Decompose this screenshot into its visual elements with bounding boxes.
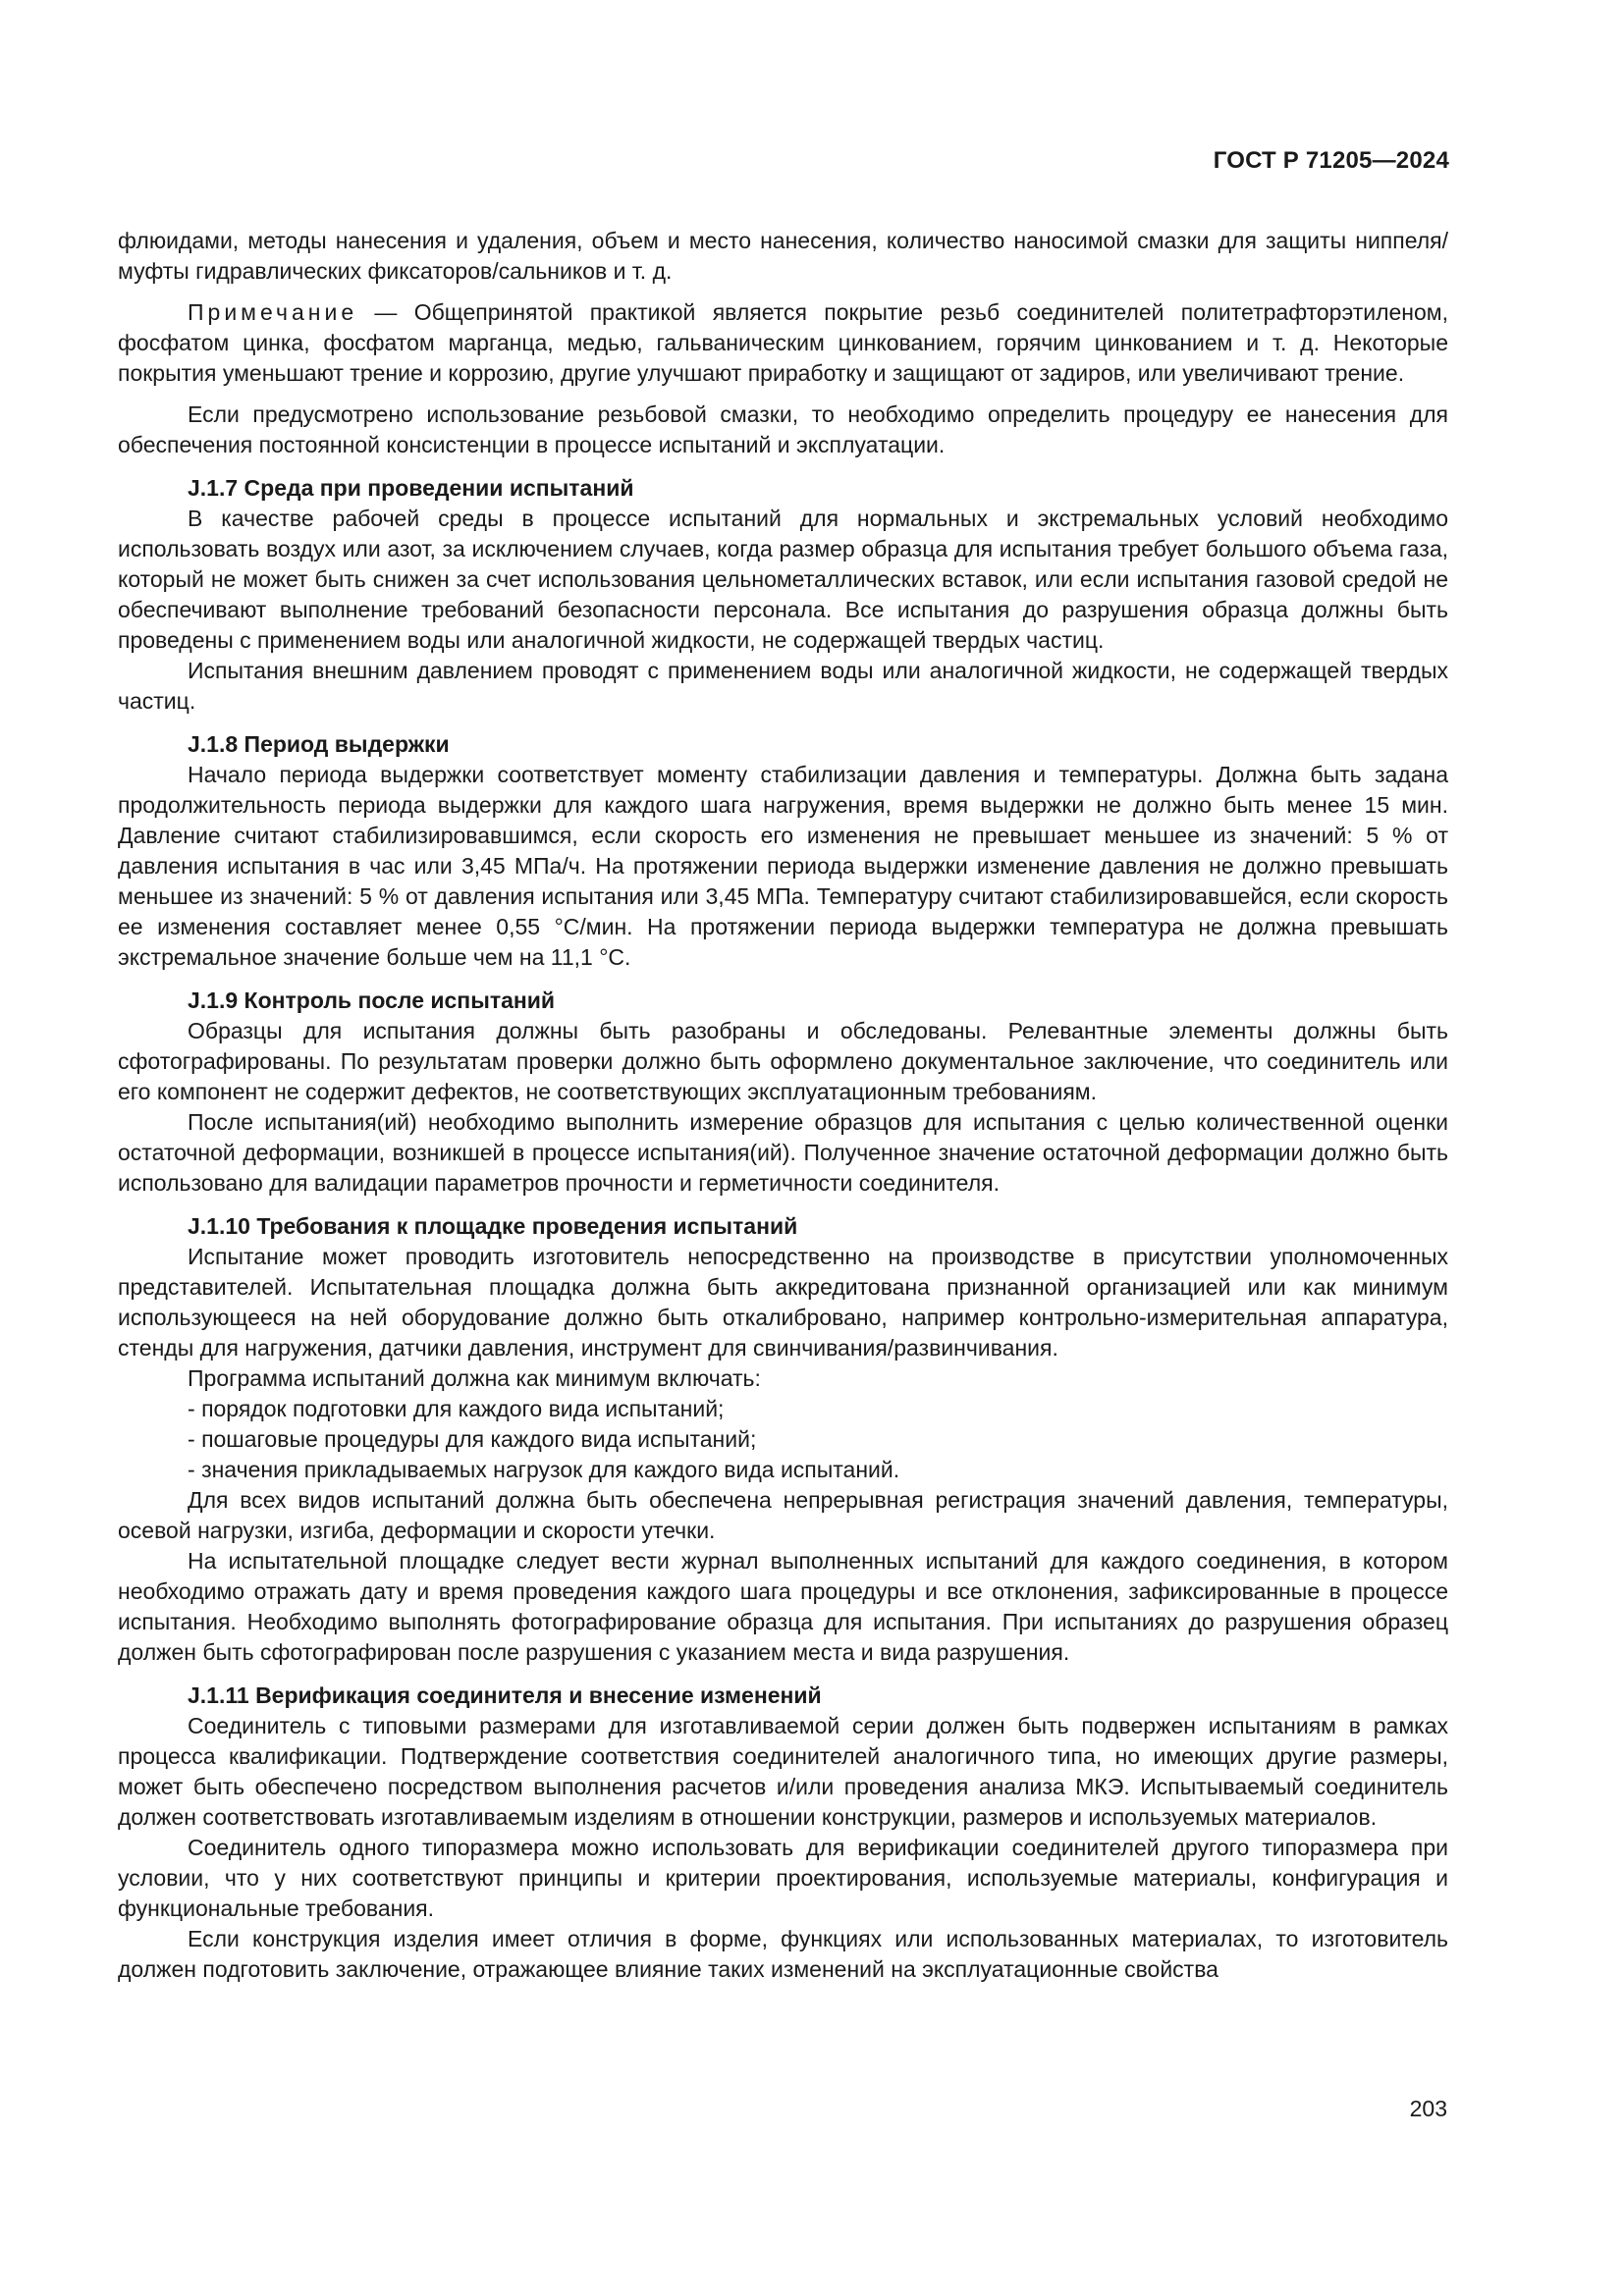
document-body xyxy=(118,226,1448,1985)
paragraph: Для всех видов испытаний должна быть обеспечена непрерывная регистрация значений давления, температуры, осевой нагрузки, изгиба, деформации и скорости утечки. xyxy=(118,1487,1448,1543)
paragraph: Если конструкция изделия имеет отличия в форме, функциях или использованных материалах, то изготовитель должен подготовить заключение, отражающее влияние таких изменений на эксплуатационные свойства xyxy=(118,1926,1448,1982)
paragraph: После испытания(ий) необходимо выполнить измерение образцов для испытания с целью количественной оценки остаточной деформации, возникшей в процессе испытания(ий). Полученное значение остаточной деформации должно быть использовано для валидации параметров прочности и герметичности соединителя. xyxy=(118,1109,1448,1196)
paragraph: Соединитель с типовыми размерами для изготавливаемой серии должен быть подвержен испытаниям в рамках процесса квалификации. Подтверждение соответствия соединителей аналогичного типа, но имеющих другие размеры, может быть обеспечено посредством выполнения расчетов и/или проведения анализа МКЭ. Испытываемый соединитель должен соответствовать изготавливаемым изделиям в отношении конструкции, размеров и используемых материалов. xyxy=(118,1713,1448,1830)
section-heading-j-1-8: J.1.8 Период выдержки xyxy=(188,731,450,757)
note-text: — Общепринятой практикой является покрытие резьб соединителей политетрафторэтиленом, фосфатом цинка, фосфатом марганца, медью, гальваническим цинкованием, горячим цинкованием и т. д. Некоторые покрытия уменьшают трение и коррозию, другие улучшают приработку и защищают от задиров, или увеличивают трение. xyxy=(118,299,1448,386)
test-program-list xyxy=(118,1394,1448,1485)
paragraph: Испытание может проводить изготовитель непосредственно на производстве в присутствии уполномоченных представителей. Испытательная площадка должна быть аккредитована признанной организацией или как минимум использующееся на ней оборудование должно быть откалибровано, например контрольно-измерительная аппаратура, стенды для нагружения, датчики давления, инструмент для свинчивания/развинчивания. xyxy=(118,1244,1448,1361)
paragraph: Начало периода выдержки соответствует моменту стабилизации давления и температуры. Должна быть задана продолжительность периода выдержки для каждого шага нагружения, время выдержки не должно быть менее 15 мин. Давление считают стабилизировавшимся, если скорость его изменения не превышает меньшее из значений: 5 % от давления испытания в час или 3,45 МПа/ч. На протяжении периода выдержки изменение давления не должно превышать меньшее из значений: 5 % от давления испытания или 3,45 МПа. Температуру считают стабилизировавшейся, если скорость ее изменения составляет менее 0,55 °С/мин. На протяжении периода выдержки температура не должна превышать экстремальное значение больше чем на 11,1 °С. xyxy=(118,762,1448,970)
section-heading-j-1-11: J.1.11 Верификация соединителя и внесение изменений xyxy=(188,1682,822,1708)
paragraph: Программа испытаний должна как минимум включать: xyxy=(188,1365,761,1391)
list-item: - значения прикладываемых нагрузок для каждого вида испытаний. xyxy=(118,1455,1448,1485)
note xyxy=(118,297,1448,389)
paragraph: Соединитель одного типоразмера можно использовать для верификации соединителей другого типоразмера при условии, что у них соответствуют принципы и критерии проектирования, используемые материалы, конфигурация и функциональные требования. xyxy=(118,1835,1448,1921)
paragraph: На испытательной площадке следует вести журнал выполненных испытаний для каждого соединения, в котором необходимо отражать дату и время проведения каждого шага процедуры и все отклонения, зафиксированные в процессе испытания. Необходимо выполнять фотографирование образца для испытания. При испытаниях до разрушения образец должен быть сфотографирован после разрушения с указанием места и вида разрушения. xyxy=(118,1548,1448,1665)
note-label: Примечание xyxy=(188,299,358,325)
section-heading-j-1-10: J.1.10 Требования к площадке проведения испытаний xyxy=(188,1213,798,1239)
paragraph: Образцы для испытания должны быть разобраны и обследованы. Релевантные элементы должны быть сфотографированы. По результатам проверки должно быть оформлено документальное заключение, что соединитель или его компонент не содержит дефектов, не соответствующих эксплуатационным требованиям. xyxy=(118,1018,1448,1104)
paragraph: Испытания внешним давлением проводят с применением воды или аналогичной жидкости, не содержащей твердых частиц. xyxy=(118,658,1448,714)
list-item: - порядок подготовки для каждого вида испытаний; xyxy=(118,1394,1448,1424)
section-heading-j-1-7: J.1.7 Среда при проведении испытаний xyxy=(188,475,634,501)
section-heading-j-1-9: J.1.9 Контроль после испытаний xyxy=(188,988,556,1013)
paragraph: В качестве рабочей среды в процессе испытаний для нормальных и экстремальных условий необходимо использовать воздух или азот, за исключением случаев, когда размер образца для испытания требует большого объема газа, который не может быть снижен за счет использования цельнометаллических вставок, или если испытания газовой средой не обеспечивают выполнение требований безопасности персонала. Все испытания до разрушения образца должны быть проведены с применением воды или аналогичной жидкости, не содержащей твердых частиц. xyxy=(118,506,1448,653)
list-item: - пошаговые процедуры для каждого вида испытаний; xyxy=(118,1424,1448,1455)
page-number: 203 xyxy=(1409,2096,1447,2121)
paragraph: флюидами, методы нанесения и удаления, объем и место нанесения, количество наносимой смазки для защиты ниппеля/муфты гидравлических фиксаторов/сальников и т. д. xyxy=(118,228,1448,284)
paragraph: Если предусмотрено использование резьбовой смазки, то необходимо определить процедуру ее нанесения для обеспечения постоянной консистенции в процессе испытаний и эксплуатации. xyxy=(118,401,1448,457)
document-header: ГОСТ Р 71205—2024 xyxy=(1213,147,1449,174)
